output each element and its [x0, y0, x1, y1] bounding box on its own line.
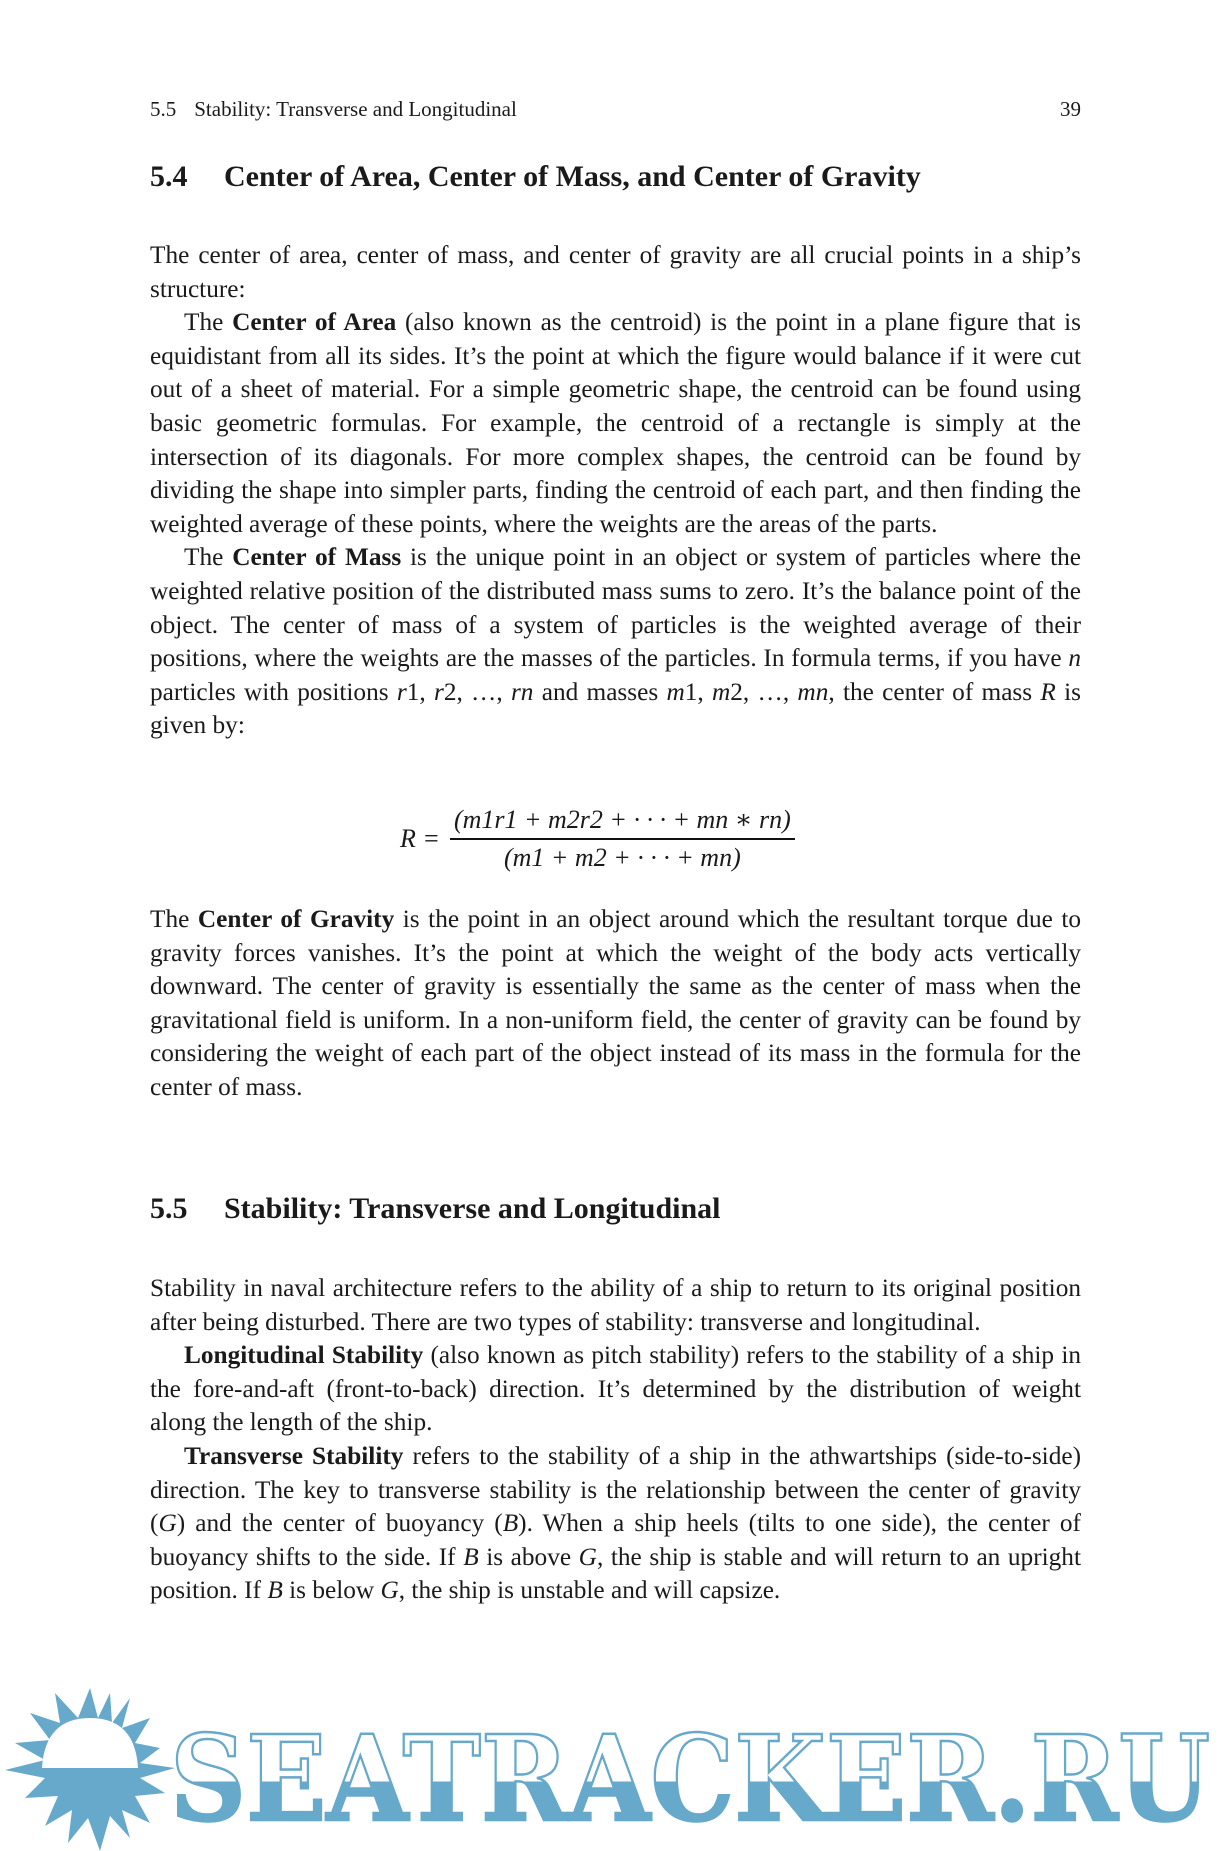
math-symbol: G: [158, 1509, 177, 1538]
bold-term: Center of Area: [232, 308, 397, 337]
paragraph: [150, 239, 1081, 306]
text-run: and masses: [533, 677, 667, 706]
text-run: particles with positions: [150, 677, 397, 706]
text-run: 2, …,: [730, 677, 798, 706]
running-header-title: [150, 97, 517, 122]
math-symbol: B: [267, 1576, 283, 1605]
math-symbol: m: [712, 677, 731, 706]
text-run: The: [150, 905, 198, 933]
text-run: 1,: [684, 677, 712, 706]
paragraph: [150, 306, 1081, 541]
text-run: Stability in naval architecture refers to the ability of a ship to return to its original position after being disturbed. There are two types of stability: transverse and longitudinal.: [150, 1274, 1081, 1336]
text-run: is the point in an object around which the resultant torque due to gravity forces vanishes. It’s the point at which the weight of the body acts vertically downward. The center of gravity is essentially the same as the center of mass when the gravitational field is uniform. In a non-uniform field, the center of gravity can be found by considering the weight of each part of the object instead of its mass in the formula for the center of mass.: [150, 905, 1082, 1101]
page-number: 39: [1060, 97, 1081, 121]
math-symbol: r: [433, 677, 444, 706]
paragraph: [150, 1440, 1081, 1608]
math-symbol: r: [396, 677, 407, 706]
text-run: (also known as the centroid) is the point in a plane figure that is equidistant from all its sides. It’s the point at which the figure would balance if it were cut out of a sheet of material. For a simple geometric shape, the centroid can be found using basic geometric formulas. For example, the centroid of a rectangle is simply at the intersection of its diagonals. For more complex shapes, the centroid can be found by dividing the shape into simpler parts, finding the centroid of each part, and then finding the weighted average of these points, where the weights are the areas of the parts.: [150, 308, 1082, 538]
math-symbol: G: [578, 1542, 597, 1571]
text-run: The center of area, center of mass, and center of gravity are all crucial points in a ship’s structure:: [150, 241, 1081, 303]
text-run: is above: [478, 1542, 579, 1571]
body-text-gravity: [150, 903, 1081, 1105]
math-symbol: R: [1040, 677, 1056, 706]
math-symbol: n: [1068, 644, 1081, 673]
center-of-mass-formula: [400, 805, 795, 873]
formula-lhs: R =: [400, 824, 440, 853]
formula-fraction: [450, 805, 795, 873]
section-heading-5-4: [150, 160, 921, 194]
paragraph: [150, 1272, 1081, 1339]
watermark-text: SEATRACKER.RU: [170, 1709, 1210, 1848]
math-symbol: mn: [797, 677, 829, 706]
bold-term: Center of Mass: [232, 543, 402, 572]
section-title: Stability: Transverse and Longitudinal: [224, 1192, 721, 1225]
running-header-text: Stability: Transverse and Longitudinal: [194, 97, 517, 121]
text-run: (also known as pitch stability) refers to the stability of a ship in the fore-and-aft (front-to-back) direction. It’s determined by the distribution of weight along the length of the ship.: [150, 1341, 1082, 1437]
math-symbol: B: [502, 1509, 519, 1538]
paragraph: [150, 1339, 1081, 1440]
math-symbol: B: [463, 1542, 479, 1571]
math-symbol: rn: [510, 677, 534, 706]
text-run: The: [184, 543, 233, 572]
bold-term: Center of Gravity: [197, 905, 395, 933]
text-run: , the center of mass: [828, 677, 1041, 706]
text-run: is below: [282, 1576, 381, 1605]
seatracker-watermark-logo: [0, 1688, 1221, 1851]
running-header: [150, 97, 1081, 122]
section-title: Center of Area, Center of Mass, and Center of Gravity: [224, 160, 921, 193]
text-run: 1,: [406, 677, 434, 706]
sun-icon: [5, 1688, 175, 1851]
section-number: 5.4: [150, 160, 188, 193]
text-run: , the ship is stable and will return to an upright position. If: [150, 1542, 1081, 1605]
text-run: The: [184, 308, 233, 337]
text-run: is the unique point in an object or system of particles where the weighted relative position of the distributed mass sums to zero. It’s the balance point of the object. The center of mass of a system of particles is the weighted average of their positions, where the weights are the masses of the particles. In formula terms, if you have: [150, 543, 1081, 673]
text-run: , the ship is unstable and will capsize.: [398, 1576, 781, 1605]
section-number: 5.5: [150, 1192, 188, 1225]
bold-term: Longitudinal Stability: [184, 1341, 424, 1370]
bold-term: Transverse Stability: [184, 1441, 404, 1470]
section-heading-5-5: [150, 1192, 721, 1226]
math-symbol: m: [666, 677, 685, 706]
text-run: ) and the center of buoyancy (: [176, 1509, 503, 1538]
paragraph: [150, 541, 1081, 743]
body-text-centers: [150, 239, 1081, 743]
text-run: refers to the stability of a ship in the athwartships (side-to-side) direction. The key to transverse stability is the relationship between the center of gravity (: [150, 1441, 1081, 1538]
text-run: 2, …,: [443, 677, 511, 706]
running-header-section: 5.5: [150, 97, 177, 121]
text-run: ). When a ship heels (tilts to one side), the center of buoyancy shifts to the side. If: [150, 1509, 1081, 1571]
math-symbol: G: [380, 1576, 399, 1605]
paragraph: [150, 903, 1081, 1105]
formula-numerator: (m1r1 + m2r2 + · · · + mn ∗ rn): [450, 805, 795, 840]
formula-denominator: (m1 + m2 + · · · + mn): [503, 843, 741, 872]
body-text-stability: [150, 1272, 1081, 1608]
text-run: is given by:: [150, 677, 1081, 740]
